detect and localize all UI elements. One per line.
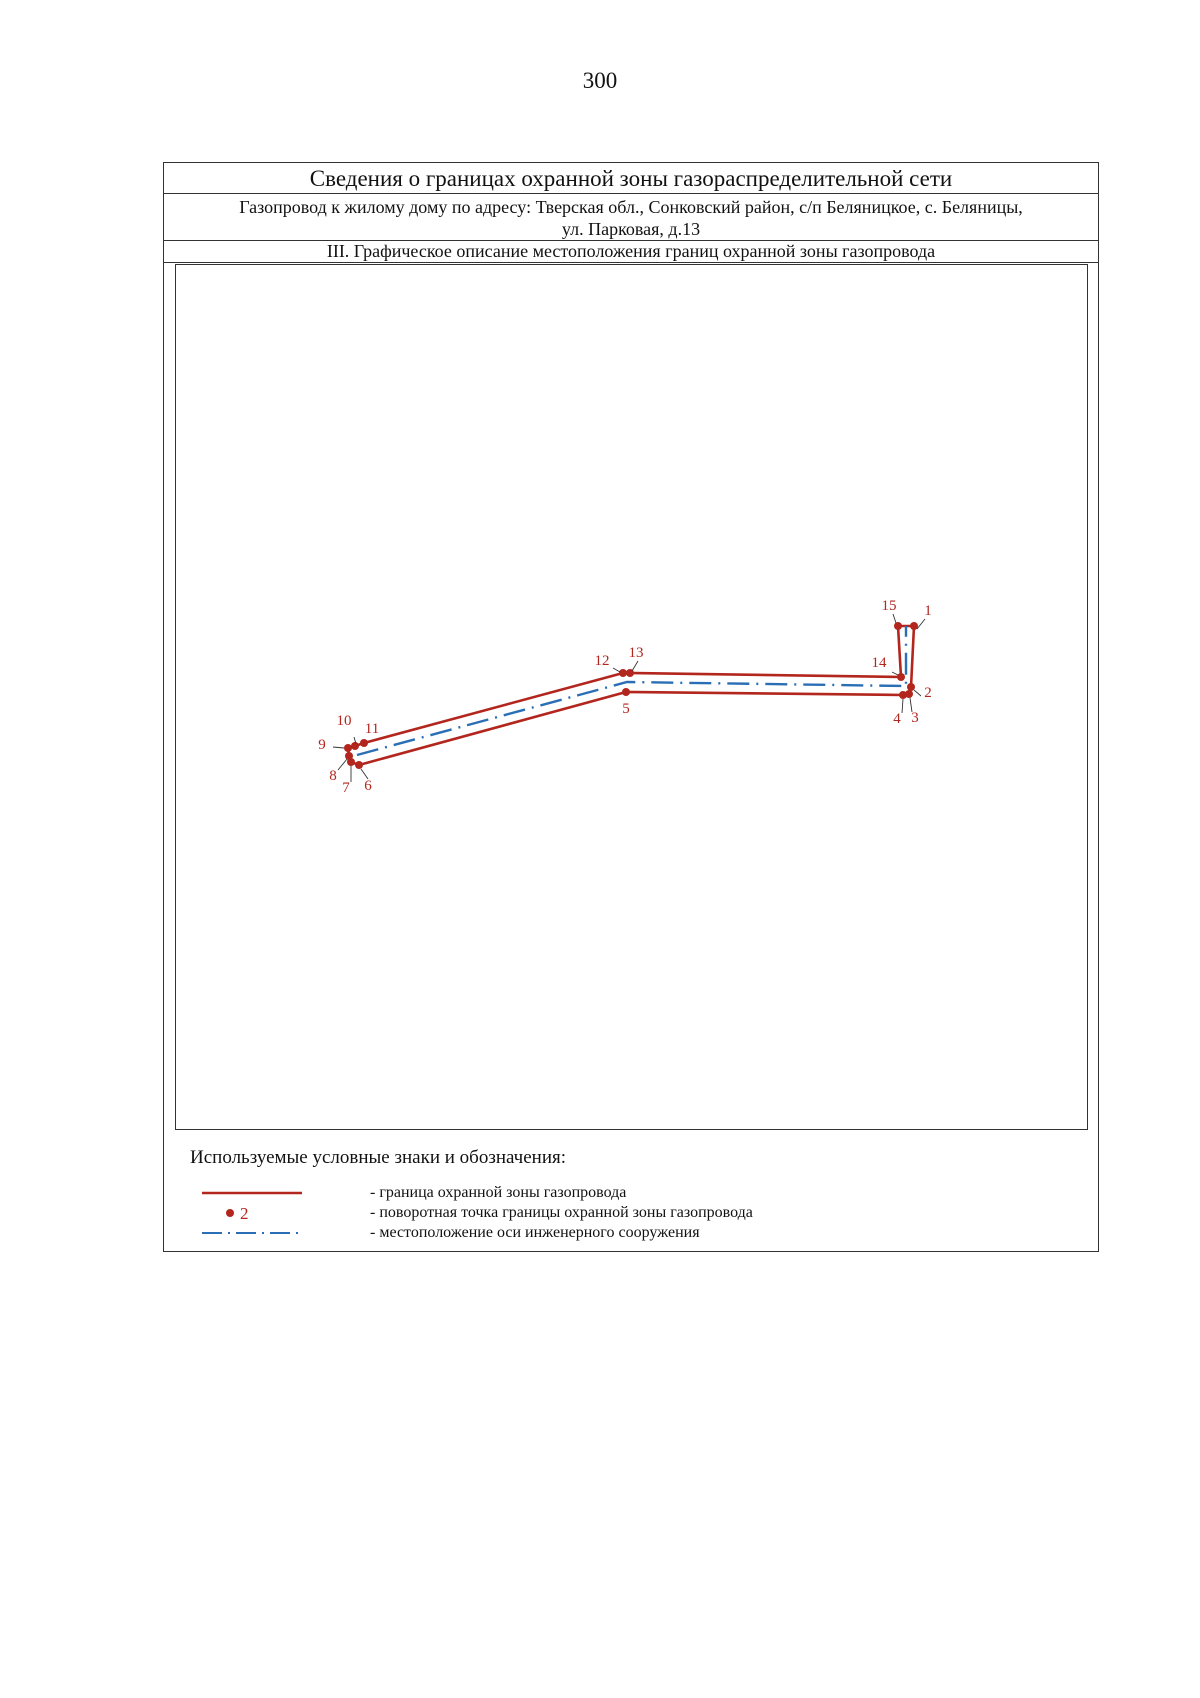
turning-point-11 [360, 739, 368, 747]
leader-line-4 [902, 699, 903, 713]
leader-line-8 [338, 759, 347, 770]
sheet-subtitle [164, 194, 1098, 241]
turning-point-symbol [190, 1203, 310, 1223]
turning-point-label-6: 6 [364, 778, 372, 794]
leader-line-9 [333, 747, 344, 748]
turning-point-label-8: 8 [329, 768, 337, 784]
turning-point-label-1: 1 [924, 603, 932, 619]
sheet-title: Сведения о границах охранной зоны газораспределительной сети [164, 163, 1098, 194]
legend-point-label: 2 [240, 1204, 249, 1223]
turning-point-label-13: 13 [628, 645, 644, 661]
turning-point-14 [897, 673, 905, 681]
turning-point-label-10: 10 [336, 713, 352, 729]
legend-text-turning-point: - поворотная точка границы охранной зоны газопровода [370, 1204, 753, 1221]
turning-point-4 [899, 691, 907, 699]
section-title: III. Графическое описание местоположения границ охранной зоны газопровода [164, 241, 1098, 263]
leader-line-13 [632, 661, 638, 671]
leader-line-15 [893, 614, 896, 623]
turning-point-label-4: 4 [893, 711, 901, 727]
legend-title: Используемые условные знаки и обозначения: [190, 1147, 567, 1168]
info-sheet [163, 162, 1099, 1252]
turning-point-9 [344, 744, 352, 752]
turning-point-label-15: 15 [881, 598, 897, 614]
turning-point-label-2: 2 [924, 685, 932, 701]
turning-point-label-7: 7 [342, 780, 350, 796]
turning-point-label-5: 5 [622, 701, 630, 717]
axis-line-symbol [190, 1223, 310, 1243]
boundary-line-symbol [190, 1183, 310, 1203]
turning-point-label-12: 12 [594, 653, 610, 669]
subtitle-line-2: ул. Парковая, д.13 [561, 219, 701, 239]
subtitle-line-1: Газопровод к жилому дому по адресу: Тверская обл., Сонковский район, с/п Беляницкое, с. Беляницы, [239, 197, 1023, 217]
turning-point-10 [351, 742, 359, 750]
turning-point-label-11: 11 [364, 721, 380, 737]
turning-point-8 [345, 752, 353, 760]
leader-line-1 [917, 619, 925, 629]
leader-line-2 [914, 690, 921, 696]
turning-point-label-14: 14 [871, 655, 887, 671]
page-number: 300 [582, 68, 618, 93]
turning-point-2 [907, 683, 915, 691]
turning-point-5 [622, 688, 630, 696]
turning-point-15 [894, 622, 902, 630]
turning-point-12 [619, 669, 627, 677]
legend-text-axis: - местоположение оси инженерного сооружения [370, 1224, 700, 1241]
leader-line-12 [613, 668, 620, 672]
zone-layer [318, 598, 932, 796]
leader-line-14 [892, 672, 898, 675]
turning-point-6 [355, 761, 363, 769]
legend-text-boundary: - граница охранной зоны газопровода [370, 1184, 627, 1201]
protection-zone-map [176, 265, 1086, 1128]
map-frame [175, 264, 1088, 1130]
turning-point-label-3: 3 [911, 710, 919, 726]
turning-point-label-9: 9 [318, 737, 326, 753]
